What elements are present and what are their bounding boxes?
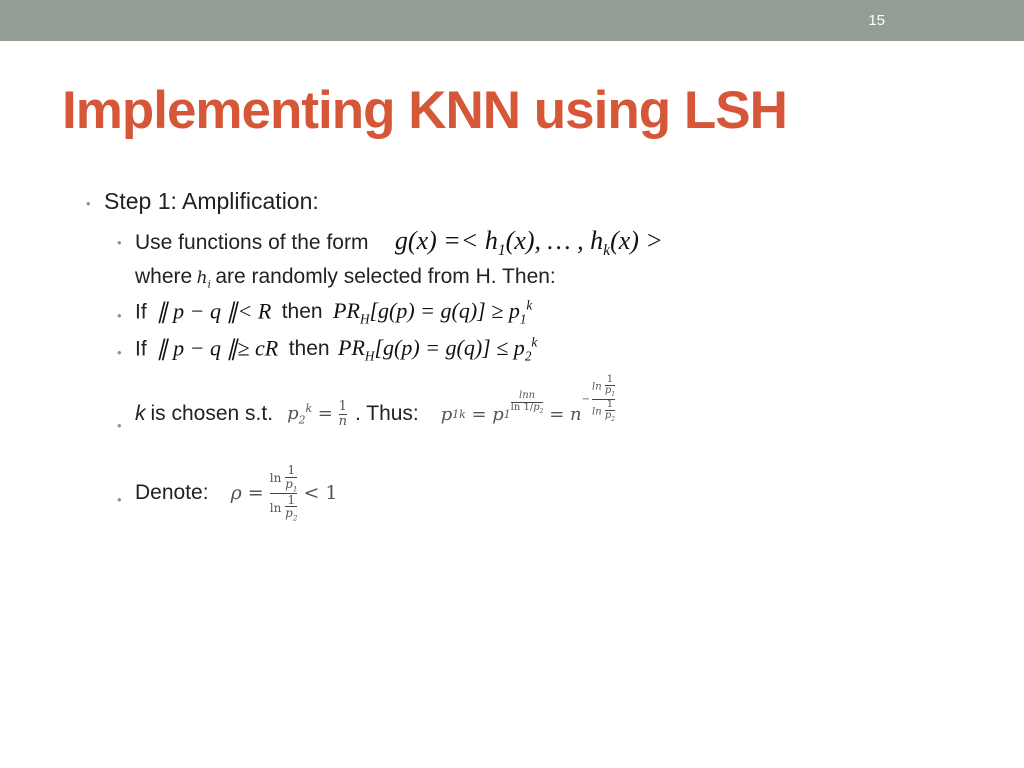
if2-text: If [135,337,147,361]
k-choice-formula: $p_2^k$ = $\frac{1}{n}$ [287,398,347,429]
k-chosen-line [135,373,616,444]
far-condition-formula: ∥ p − q ∥≥ cR [151,335,279,361]
where-line [135,265,556,290]
slide-title: Implementing KNN using LSH [62,81,787,140]
denote-line [135,462,338,524]
rho-formula: ρ = ln $\frac{1}{p_1}$ ln $\frac{1}{p_2}$ < 1 [230,462,338,523]
if1-line [135,298,532,328]
denote-text: Denote: [135,481,209,504]
bullet-dot: • [117,492,122,507]
near-probability-formula: $PR_H[g(p) = g(q)] \ge p_1^k$ [333,298,533,327]
use-functions-line [135,226,663,260]
bullet-dot: • [86,196,91,211]
bullet-dot: • [117,345,122,360]
bullet-dot: • [117,235,122,250]
p1-power-formula: p 1 k = p 1 $\frac{\ln n}{\ln 1/p_2}$ = n − ln $\frac{1}{p_1}$ ln $\frac{1}{p_2}$ [440,373,616,425]
g-definition-formula: $g(x) =< h_1(x)$, … , $h_k(x)$ > [394,226,663,260]
if1-text: If [135,300,147,324]
randomly-selected-text: are randomly selected from H. Then: [215,265,556,288]
then2-text: then [288,337,330,361]
then1-text: then [281,300,323,324]
use-functions-text: Use functions of the form [135,231,369,254]
near-condition-formula: ∥ p − q ∥< R [151,298,272,324]
bullet-dot: • [117,308,122,323]
h-i-formula: $h_i$ [196,268,211,291]
if2-line [135,335,537,365]
where-text: where [135,265,193,288]
step1-text: Step 1: Amplification: [104,188,319,214]
k-variable: k [135,402,146,425]
k-chosen-text: is chosen s.t. [150,402,274,425]
slide-number: 15 [868,12,885,29]
bullet-dot: • [117,418,122,433]
far-probability-formula: $PR_H[g(p) = g(q)] \le p_2^k$ [338,335,538,364]
thus-text: . Thus: [354,402,419,425]
